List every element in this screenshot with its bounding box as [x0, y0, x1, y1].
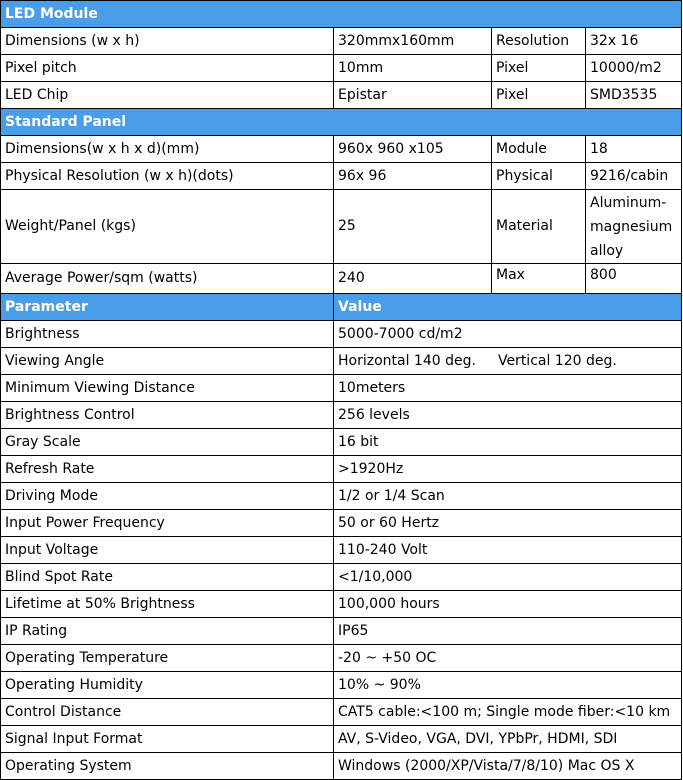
- table-row: [1, 618, 682, 645]
- spec-label: Average Power/sqm (watts): [1, 264, 334, 294]
- table-row: [1, 82, 682, 109]
- spec-value: Aluminum-magnesium alloy: [586, 190, 682, 264]
- param-label: Control Distance: [1, 699, 334, 726]
- section-header-standard-panel: [1, 109, 682, 136]
- table-row: [1, 699, 682, 726]
- param-label: Operating Humidity: [1, 672, 334, 699]
- table-row: [1, 510, 682, 537]
- spec-label: Weight/Panel (kgs): [1, 190, 334, 264]
- spec-value: 9216/cabin: [586, 163, 682, 190]
- param-label: Brightness Control: [1, 402, 334, 429]
- param-value: 100,000 hours: [334, 591, 682, 618]
- spec-label: Material: [492, 190, 586, 264]
- spec-label: Pixel pitch: [1, 55, 334, 82]
- param-value: 110-240 Volt: [334, 537, 682, 564]
- table-row: [1, 483, 682, 510]
- viewing-angle-vertical: Vertical 120 deg.: [497, 352, 617, 369]
- spec-label: Pixel: [492, 82, 586, 109]
- table-row: [1, 55, 682, 82]
- table-row: [1, 672, 682, 699]
- table-row: [1, 753, 682, 780]
- spec-value: 32x 16: [586, 28, 682, 55]
- section-header-led-module: [1, 1, 682, 28]
- param-value: -20 ~ +50 OC: [334, 645, 682, 672]
- spec-value: 800: [586, 264, 682, 294]
- param-value: AV, S-Video, VGA, DVI, YPbPr, HDMI, SDI: [334, 726, 682, 753]
- table-row: [1, 264, 682, 294]
- column-header-value: Value: [334, 294, 682, 321]
- param-label: Operating System: [1, 753, 334, 780]
- column-header-parameter: Parameter: [1, 294, 334, 321]
- param-value: 1/2 or 1/4 Scan: [334, 483, 682, 510]
- spec-value: 320mmx160mm: [334, 28, 492, 55]
- spec-value: 96x 96: [334, 163, 492, 190]
- spec-value: SMD3535: [586, 82, 682, 109]
- param-value: 50 or 60 Hertz: [334, 510, 682, 537]
- table-row: [1, 564, 682, 591]
- table-row: [1, 321, 682, 348]
- spec-value: Epistar: [334, 82, 492, 109]
- param-label: Input Voltage: [1, 537, 334, 564]
- table-row: [1, 726, 682, 753]
- spec-label: Dimensions (w x h): [1, 28, 334, 55]
- param-value: 256 levels: [334, 402, 682, 429]
- spec-label: LED Chip: [1, 82, 334, 109]
- section-header-parameters: [1, 294, 682, 321]
- spec-label: Pixel: [492, 55, 586, 82]
- param-label: Viewing Angle: [1, 348, 334, 375]
- param-value: IP65: [334, 618, 682, 645]
- param-value: 10meters: [334, 375, 682, 402]
- table-row: [1, 375, 682, 402]
- table-row: [1, 163, 682, 190]
- table-row: [1, 136, 682, 163]
- param-label: IP Rating: [1, 618, 334, 645]
- table-row: [1, 645, 682, 672]
- spec-label: Resolution: [492, 28, 586, 55]
- param-value: 16 bit: [334, 429, 682, 456]
- spec-label: Module: [492, 136, 586, 163]
- spec-value: 240: [334, 264, 492, 294]
- table-row: [1, 190, 682, 264]
- param-value: <1/10,000: [334, 564, 682, 591]
- param-label: Minimum Viewing Distance: [1, 375, 334, 402]
- spec-label: Dimensions(w x h x d)(mm): [1, 136, 334, 163]
- spec-value: 10mm: [334, 55, 492, 82]
- table-row: [1, 28, 682, 55]
- param-label: Lifetime at 50% Brightness: [1, 591, 334, 618]
- spec-label: Max: [492, 264, 586, 294]
- table-row: [1, 537, 682, 564]
- param-label: Input Power Frequency: [1, 510, 334, 537]
- param-label: Driving Mode: [1, 483, 334, 510]
- param-label: Signal Input Format: [1, 726, 334, 753]
- section-title: LED Module: [1, 1, 682, 28]
- table-row: [1, 456, 682, 483]
- spec-label: Physical Resolution (w x h)(dots): [1, 163, 334, 190]
- param-value: [334, 348, 682, 375]
- spec-value: 18: [586, 136, 682, 163]
- param-label: Brightness: [1, 321, 334, 348]
- spec-label: Physical: [492, 163, 586, 190]
- param-value: 10% ~ 90%: [334, 672, 682, 699]
- param-label: Blind Spot Rate: [1, 564, 334, 591]
- param-label: Gray Scale: [1, 429, 334, 456]
- param-label: Operating Temperature: [1, 645, 334, 672]
- param-value: >1920Hz: [334, 456, 682, 483]
- param-value: Windows (2000/XP/Vista/7/8/10) Mac OS X: [334, 753, 682, 780]
- param-value: CAT5 cable:<100 m; Single mode fiber:<10 km: [334, 699, 682, 726]
- table-row: [1, 348, 682, 375]
- viewing-angle-horizontal: Horizontal 140 deg.: [338, 352, 476, 369]
- spec-value: 25: [334, 190, 492, 264]
- spec-value: 960x 960 x105: [334, 136, 492, 163]
- spec-value: 10000/m2: [586, 55, 682, 82]
- section-title: Standard Panel: [1, 109, 682, 136]
- param-label: Refresh Rate: [1, 456, 334, 483]
- table-row: [1, 429, 682, 456]
- table-row: [1, 402, 682, 429]
- table-row: [1, 591, 682, 618]
- param-value: 5000-7000 cd/m2: [334, 321, 682, 348]
